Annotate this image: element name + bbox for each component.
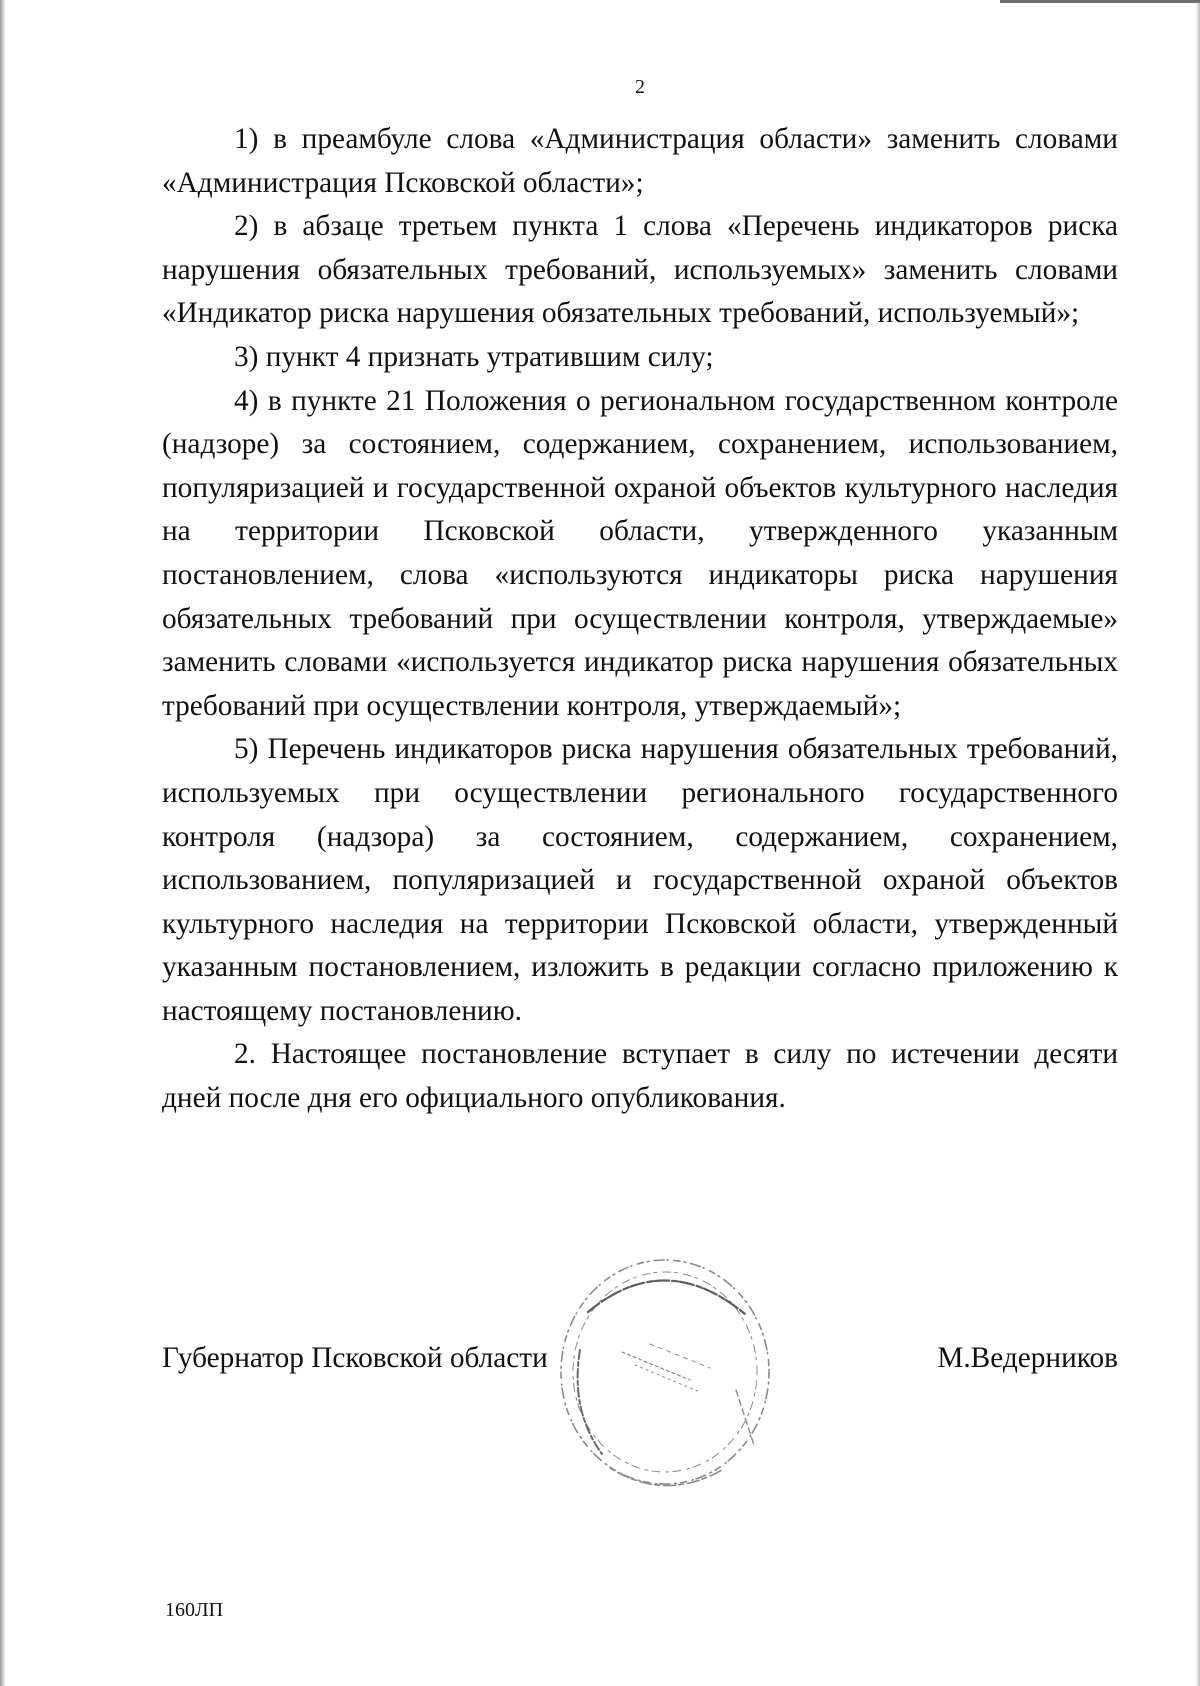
page-number: 2 [635,76,645,98]
paragraph-5: 5) Перечень индикаторов риска нарушения обязательных требований, используемых при осуществлении регионального государственного контроля (надзора) за состоянием, содержанием, сохранением, использованием, популяризацией и государственной охраной объектов культурного наследия на территории Псковской области, утвержденный указанным постановлением, изложить в редакции согласно приложению к настоящему постановлению. [162,733,1118,1027]
scan-line-top [1000,0,1200,3]
signatory-position: Губернатор Псковской области [162,1342,548,1374]
paragraph-4: 4) в пункте 21 Положения о региональном государственном контроле (надзоре) за состоянием, содержанием, сохранением, использованием, популяризацией и государственной охраной объектов культурного наследия на территории Псковской области, утвержденного указанным постановлением, слова «используются индикаторы риска нарушения обязательных требований при осуществлении контроля, утверждаемые» заменить словами «используется индикатор риска нарушения обязательных требований при осуществлении контроля, утверждаемый»; [162,384,1118,722]
seal-arc-top [588,1280,745,1314]
seal-center-mark-1 [622,1352,690,1380]
document-code: 160ЛП [165,1599,224,1621]
official-seal [540,1240,790,1505]
paragraph-2: 2) в абзаце третьем пункта 1 слова «Перечень индикаторов риска нарушения обязательных требований, используемых» заменить словами «Индикатор риска нарушения обязательных требований, используемый»; [162,210,1118,330]
paragraph-3: 3) пункт 4 признать утратившим силу; [234,340,714,373]
scan-edge-right [1195,0,1200,1686]
paragraph-1: 1) в преамбуле слова «Администрация области» заменить словами «Администрация Псковской области»; [162,123,1118,199]
seal-arc-bottom [610,1468,722,1486]
seal-line-right [736,1390,754,1445]
document-body [162,118,1118,1121]
scan-edge-left [0,0,6,1686]
seal-center-mark-2 [635,1365,700,1392]
signatory-name: М.Ведерников [937,1342,1118,1374]
seal-center-mark-3 [650,1344,710,1368]
paragraph-6: 2. Настоящее постановление вступает в силу по истечении десяти дней после дня его официального опубликования. [162,1038,1118,1115]
seal-outer-ring [561,1260,769,1484]
